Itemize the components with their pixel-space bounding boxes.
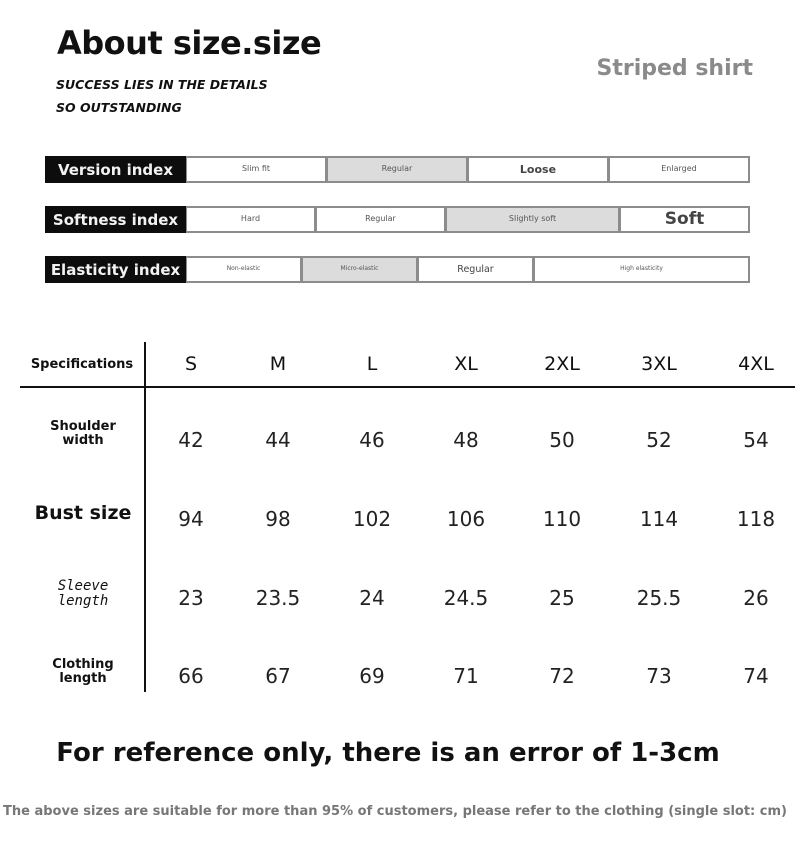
table-divider-horizontal bbox=[20, 386, 795, 388]
table-cell: 110 bbox=[542, 507, 582, 531]
table-cell: 52 bbox=[646, 428, 672, 452]
table-cell: 23 bbox=[178, 586, 204, 610]
reference-note: For reference only, there is an error of 1-3cm bbox=[56, 738, 720, 768]
disclaimer-note: The above sizes are suitable for more than 95% of customers, please refer to the clothing (single slot: cm) bbox=[3, 804, 787, 819]
table-cell: 42 bbox=[178, 428, 204, 452]
table-cell: 23.5 bbox=[255, 586, 301, 610]
table-cell: 46 bbox=[359, 428, 385, 452]
table-cell: 25.5 bbox=[636, 586, 682, 610]
table-cell: 66 bbox=[178, 664, 204, 688]
size-header: XL bbox=[454, 353, 478, 375]
tagline: SO OUTSTANDING bbox=[56, 100, 182, 115]
table-cell: 71 bbox=[453, 664, 479, 688]
row-label-sleeve-length: Sleeve length bbox=[57, 578, 109, 609]
version-index-label: Version index bbox=[45, 156, 186, 183]
product-name: Striped shirt bbox=[596, 56, 753, 81]
size-header: L bbox=[366, 353, 378, 375]
size-spec-table bbox=[20, 342, 795, 692]
size-header: M bbox=[269, 353, 287, 375]
table-cell: 50 bbox=[549, 428, 575, 452]
size-header: S bbox=[184, 353, 198, 375]
row-label-shoulder-width: Shoulder width bbox=[50, 419, 116, 448]
index-option-selected: Regular bbox=[327, 156, 468, 183]
table-cell: 72 bbox=[549, 664, 575, 688]
index-option: Hard bbox=[186, 206, 316, 233]
tagline: SUCCESS LIES IN THE DETAILS bbox=[56, 77, 268, 92]
spec-header-label: Specifications bbox=[30, 356, 134, 372]
table-cell: 73 bbox=[646, 664, 672, 688]
elasticity-index-row bbox=[45, 256, 750, 283]
index-option: Regular bbox=[418, 256, 534, 283]
table-cell: 69 bbox=[359, 664, 385, 688]
index-option-selected: Micro-elastic bbox=[302, 256, 418, 283]
table-cell: 106 bbox=[446, 507, 486, 531]
index-option-selected: Slightly soft bbox=[446, 206, 620, 233]
index-option: Regular bbox=[316, 206, 446, 233]
table-cell: 67 bbox=[265, 664, 291, 688]
size-header: 2XL bbox=[544, 353, 580, 375]
table-cell: 114 bbox=[639, 507, 679, 531]
table-cell: 74 bbox=[743, 664, 769, 688]
table-cell: 94 bbox=[178, 507, 204, 531]
index-option: Loose bbox=[468, 156, 609, 183]
table-cell: 48 bbox=[453, 428, 479, 452]
table-cell: 24 bbox=[359, 586, 385, 610]
index-option: Non-elastic bbox=[186, 256, 302, 283]
page-title: About size.size bbox=[57, 24, 322, 62]
table-cell: 118 bbox=[736, 507, 776, 531]
table-cell: 98 bbox=[265, 507, 291, 531]
softness-index-row bbox=[45, 206, 750, 233]
row-label-bust-size: Bust size bbox=[34, 502, 132, 525]
size-header: 4XL bbox=[738, 353, 774, 375]
index-option: Enlarged bbox=[609, 156, 750, 183]
index-option: Slim fit bbox=[186, 156, 327, 183]
table-cell: 102 bbox=[352, 507, 392, 531]
table-cell: 44 bbox=[265, 428, 291, 452]
softness-index-label: Softness index bbox=[45, 206, 186, 233]
index-option: High elasticity bbox=[534, 256, 750, 283]
table-cell: 54 bbox=[743, 428, 769, 452]
table-cell: 25 bbox=[549, 586, 575, 610]
index-option: Soft bbox=[620, 206, 750, 233]
table-cell: 24.5 bbox=[443, 586, 489, 610]
table-cell: 26 bbox=[743, 586, 769, 610]
elasticity-index-label: Elasticity index bbox=[45, 256, 186, 283]
version-index-row bbox=[45, 156, 750, 183]
row-label-clothing-length: Clothing length bbox=[52, 657, 114, 686]
size-header: 3XL bbox=[641, 353, 677, 375]
